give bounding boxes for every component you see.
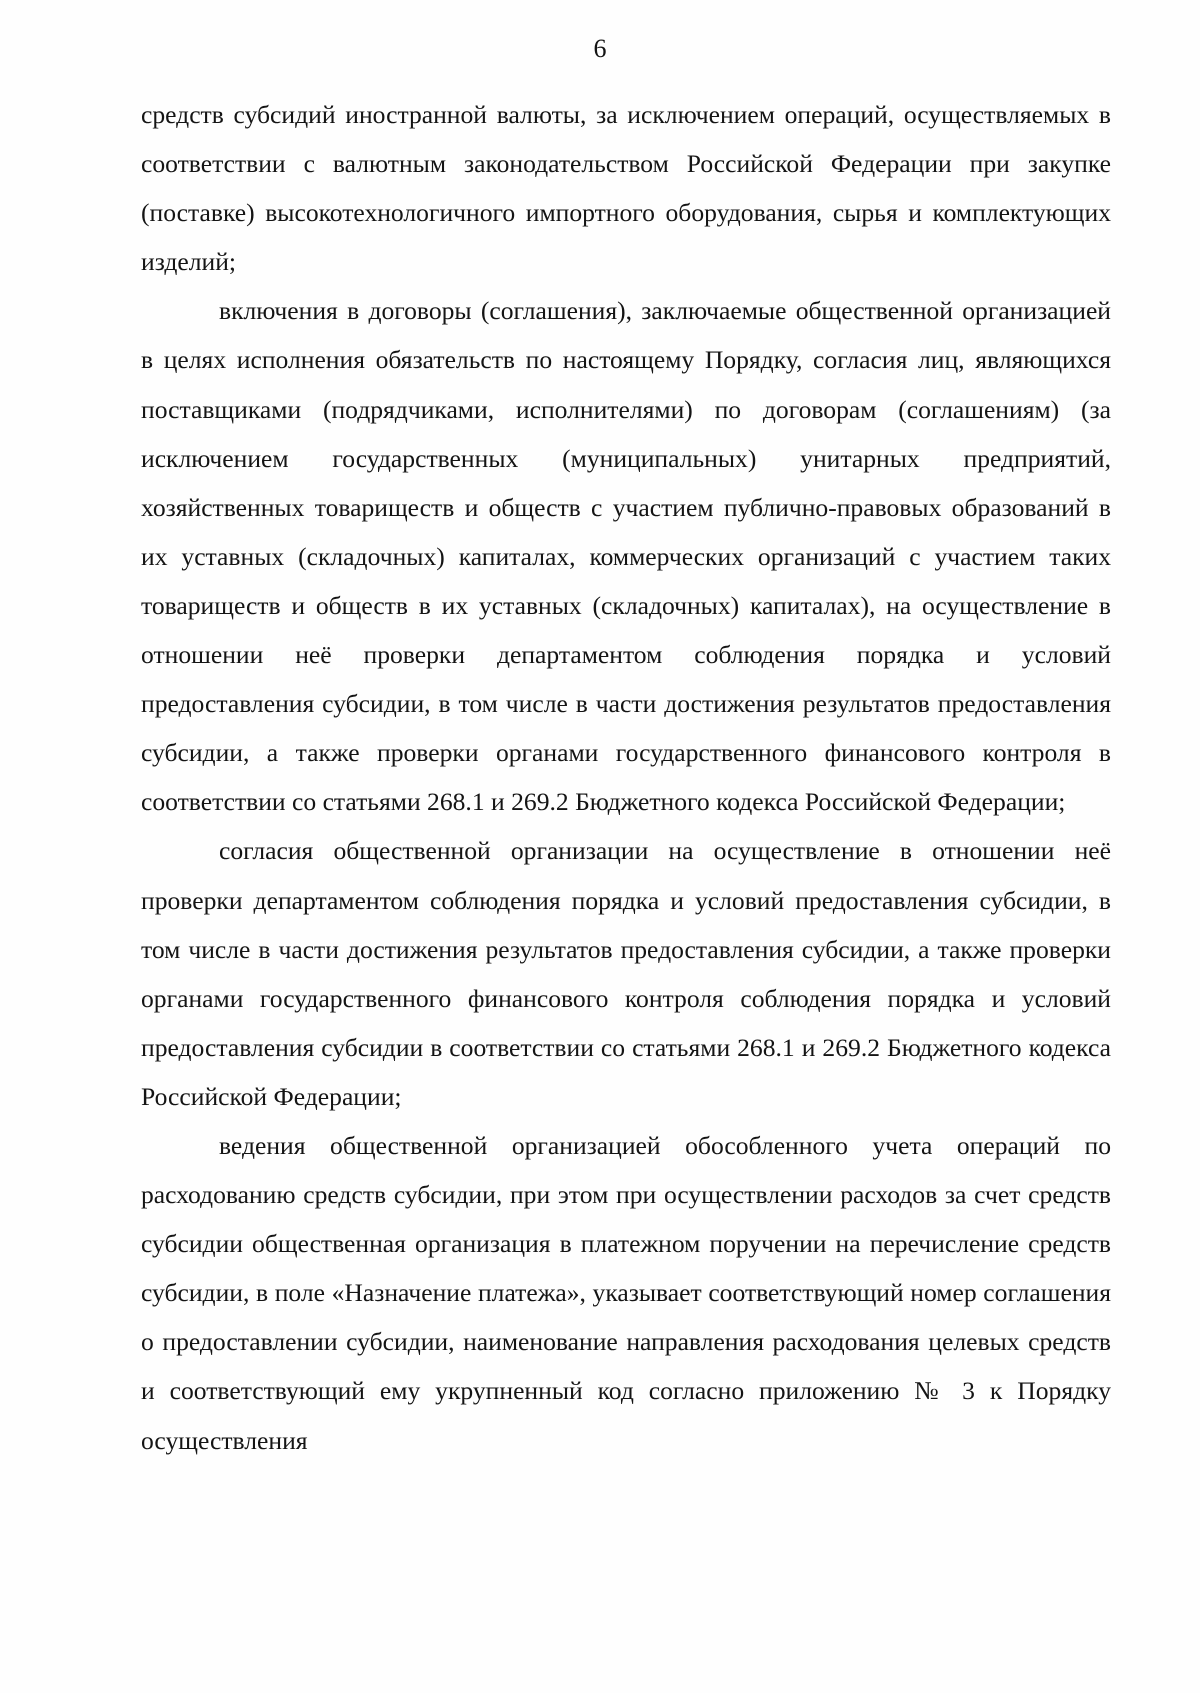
paragraph-contracts-consent: включения в договоры (соглашения), заключаемые общественной организацией в целях исполнения обязательств по настоящему Порядку, согласия лиц, являющихся поставщиками (подрядчиками, исполнителями) по договорам (соглашениям) (за исключением государственных (муниципальных) унитарных предприятий, хозяйственных товариществ и обществ с участием публично-правовых образований в их уставных (складочных) капиталах, коммерческих организаций с участием таких товариществ и обществ в их уставных (складочных) капиталах), на осуществление в отношении неё проверки департаментом соблюдения порядка и условий предоставления субсидии, в том числе в части достижения результатов предоставления субсидии, а также проверки органами государственного финансового контроля в соответствии со статьями 268.1 и 269.2 Бюджетного кодекса Российской Федерации; xyxy=(141,296,1111,817)
document-body xyxy=(141,90,1111,1465)
paragraph-separate-accounting: ведения общественной организацией обособленного учета операций по расходованию средств субсидии, при этом при осуществлении расходов за счет средств субсидии общественная организация в платежном поручении на перечисление средств субсидии, в поле «Назначение платежа», указывает соответствующий номер соглашения о предоставлении субсидии, наименование направления расходования целевых средств и соответствующий ему укрупненный код согласно приложению № 3 к Порядку осуществления xyxy=(141,1130,1111,1455)
paragraph-continuation: средств субсидий иностранной валюты, за исключением операций, осуществляемых в соответствии с валютным законодательством Российской Федерации при закупке (поставке) высокотехнологичного импортного оборудования, сырья и комплектующих изделий; xyxy=(141,100,1111,277)
page-number: 6 xyxy=(593,34,607,63)
paragraph-organization-consent: согласия общественной организации на осуществление в отношении неё проверки департаментом соблюдения порядка и условий предоставления субсидии, в том числе в части достижения результатов предоставления субсидии, а также проверки органами государственного финансового контроля соблюдения порядка и условий предоставления субсидии в соответствии со статьями 268.1 и 269.2 Бюджетного кодекса Российской Федерации; xyxy=(141,836,1111,1111)
